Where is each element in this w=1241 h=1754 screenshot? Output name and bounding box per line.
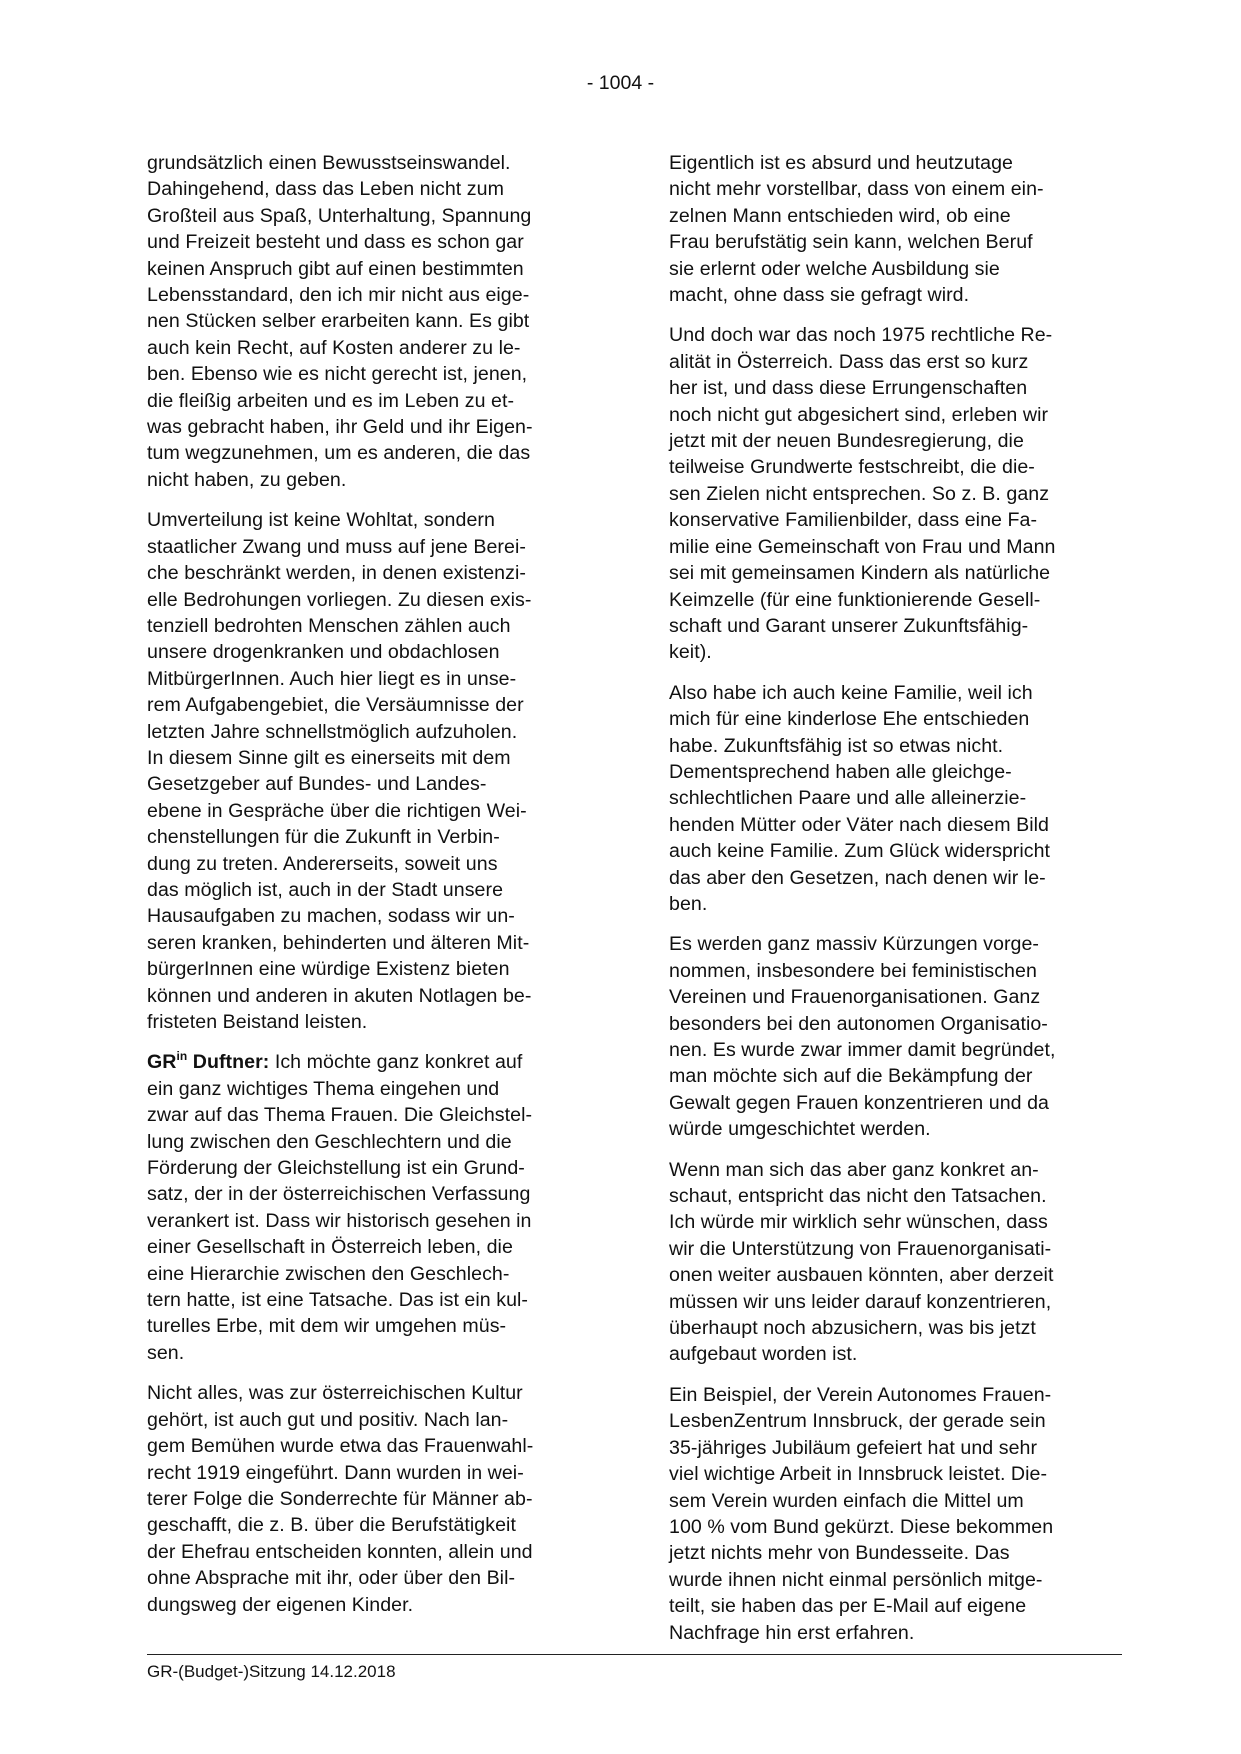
text-line: Gesetzgeber auf Bundes- und Landes- — [147, 773, 487, 796]
speaker-first-line: Ich möchte ganz konkret auf — [269, 1051, 523, 1074]
text-line: Vereinen und Frauenorganisationen. Ganz — [669, 986, 1041, 1009]
text-line: Keimzelle (für eine funktionierende Gesell- — [669, 588, 1041, 611]
text-line: auch keine Familie. Zum Glück widerspricht — [669, 840, 1051, 863]
paragraph — [669, 322, 1129, 665]
text-line: 100 % vom Bund gekürzt. Diese bekommen — [669, 1515, 1054, 1538]
text-line: letzten Jahre schnellstmöglich aufzuholen. — [147, 720, 518, 743]
text-line: 35-jähriges Jubiläum gefeiert hat und sehr — [669, 1436, 1038, 1459]
text-line: schaut, entspricht das nicht den Tatsachen. — [669, 1185, 1047, 1208]
text-line: Gewalt gegen Frauen konzentrieren und da — [669, 1091, 1049, 1114]
text-line: fristeten Beistand leisten. — [147, 1011, 368, 1033]
paragraph — [147, 507, 607, 1035]
paragraph — [147, 1380, 607, 1618]
paragraph — [669, 931, 1129, 1142]
paragraph — [669, 150, 1129, 308]
paragraph — [669, 1157, 1129, 1368]
text-line: eine Hierarchie zwischen den Geschlech- — [147, 1262, 510, 1285]
text-line: keit). — [669, 641, 712, 664]
text-line: jetzt nichts mehr von Bundesseite. Das — [669, 1542, 1010, 1565]
text-line: Also habe ich auch keine Familie, weil ich — [669, 681, 1033, 704]
text-line: jetzt mit der neuen Bundesregierung, die — [669, 430, 1024, 453]
text-line: ohne Absprache mit ihr, oder über den Bil- — [147, 1567, 516, 1590]
text-line: Wenn man sich das aber ganz konkret an- — [669, 1158, 1039, 1181]
text-line: besonders bei den autonomen Organisatio- — [669, 1012, 1048, 1035]
text-line: milie eine Gemeinschaft von Frau und Mann — [669, 535, 1056, 558]
text-line: elle Bedrohungen vorliegen. Zu diesen exis- — [147, 588, 532, 611]
text-line: was gebracht haben, ihr Geld und ihr Eigen- — [147, 416, 533, 439]
text-line: das aber den Gesetzen, nach denen wir le- — [669, 866, 1046, 889]
text-line: ben. — [669, 892, 708, 915]
text-line: sei mit gemeinsamen Kindern als natürliche — [669, 562, 1051, 585]
text-line: würde umgeschichtet werden. — [669, 1118, 931, 1141]
speaker-paragraph-lines — [147, 1076, 607, 1366]
text-line: keinen Anspruch gibt auf einen bestimmten — [147, 257, 524, 280]
text-line — [147, 1049, 607, 1075]
text-line: Eigentlich ist es absurd und heutzutage — [669, 152, 1013, 174]
text-line: terer Folge die Sonderrechte für Männer ab- — [147, 1487, 533, 1510]
text-line: nen. Es wurde zwar immer damit begründet, — [669, 1039, 1056, 1061]
text-line: können und anderen in akuten Notlagen be- — [147, 984, 532, 1007]
text-line: aufgebaut worden ist. — [669, 1343, 858, 1366]
text-line: chenstellungen für die Zukunft in Verbin- — [147, 826, 500, 849]
text-line: Hausaufgaben zu machen, sodass wir un- — [147, 905, 515, 928]
text-line: mich für eine kinderlose Ehe entschieden — [669, 708, 1030, 731]
text-line: LesbenZentrum Innsbruck, der gerade sein — [669, 1410, 1046, 1433]
speaker-label — [147, 1051, 269, 1073]
text-line: MitbürgerInnen. Auch hier liegt es in unse- — [147, 667, 517, 690]
text-line: das möglich ist, auch in der Stadt unsere — [147, 878, 504, 901]
footer-divider — [147, 1654, 1122, 1655]
text-line: gem Bemühen wurde etwa das Frauenwahl- — [147, 1435, 534, 1458]
text-line: konservative Familienbilder, dass eine Fa- — [669, 509, 1038, 532]
text-line: dungsweg der eigenen Kinder. — [147, 1593, 414, 1616]
text-line: viel wichtige Arbeit in Innsbruck leistet. Die- — [669, 1463, 1048, 1486]
text-line: ebene in Gespräche über die richtigen Wei- — [147, 799, 527, 822]
speaker-paragraph — [147, 1049, 607, 1366]
text-line: schlechtlichen Paare und alle alleinerzie- — [669, 787, 1027, 810]
text-line: Es werden ganz massiv Kürzungen vorge- — [669, 933, 1040, 956]
text-line: nicht mehr vorstellbar, dass von einem ein- — [669, 178, 1044, 201]
paragraph — [669, 680, 1129, 918]
text-line: Frau berufstätig sein kann, welchen Beruf — [669, 231, 1033, 254]
text-line: überhaupt noch abzusichern, was bis jetzt — [669, 1317, 1036, 1340]
text-line: rem Aufgabengebiet, die Versäumnisse der — [147, 694, 524, 717]
text-line: grundsätzlich einen Bewusstseinswandel. — [147, 152, 511, 174]
text-line: verankert ist. Dass wir historisch gesehen in — [147, 1209, 532, 1232]
speaker-name: Duftner: — [187, 1051, 270, 1074]
text-line: tenziell bedrohten Menschen zählen auch — [147, 614, 511, 637]
text-line: Ein Beispiel, der Verein Autonomes Frauen- — [669, 1383, 1052, 1406]
text-line: dung zu treten. Andererseits, soweit uns — [147, 852, 498, 875]
text-line: che beschränkt werden, in denen existenzi- — [147, 562, 526, 585]
text-line: Umverteilung ist keine Wohltat, sondern — [147, 509, 495, 532]
paragraph — [669, 1382, 1129, 1646]
left-column — [147, 150, 607, 1632]
speaker-title-suffix: in — [176, 1049, 188, 1064]
text-line: seren kranken, behinderten und älteren Mit- — [147, 931, 530, 954]
page-number: - 1004 - — [586, 72, 655, 94]
text-line: noch nicht gut abgesichert sind, erleben wir — [669, 403, 1049, 426]
text-line: macht, ohne dass sie gefragt wird. — [669, 284, 970, 307]
text-line: henden Mütter oder Väter nach diesem Bild — [669, 813, 1049, 836]
text-line: recht 1919 eingeführt. Dann wurden in wei- — [147, 1461, 524, 1484]
text-line: Dementsprechend haben alle gleichge- — [669, 760, 1012, 783]
text-line: schaft und Garant unserer Zukunftsfähig- — [669, 614, 1029, 637]
text-line: zwar auf das Thema Frauen. Die Gleichstel- — [147, 1104, 533, 1127]
text-line: nen Stücken selber erarbeiten kann. Es gibt — [147, 310, 530, 333]
text-line: gehört, ist auch gut und positiv. Nach lan- — [147, 1408, 509, 1431]
text-line: sen Zielen nicht entsprechen. So z. B. ganz — [669, 482, 1050, 505]
text-line: Nicht alles, was zur österreichischen Kultur — [147, 1382, 523, 1405]
text-line: sem Verein wurden einfach die Mittel um — [669, 1489, 1024, 1512]
paragraph — [147, 150, 607, 493]
text-line: tum wegzunehmen, um es anderen, die das — [147, 442, 531, 465]
text-line: Lebensstandard, den ich mir nicht aus eige- — [147, 284, 530, 307]
text-line: onen weiter ausbauen könnten, aber derzeit — [669, 1264, 1054, 1287]
text-line: lung zwischen den Geschlechtern und die — [147, 1130, 512, 1153]
text-line: einer Gesellschaft in Österreich leben, die — [147, 1236, 513, 1259]
text-line: nommen, insbesondere bei feministischen — [669, 959, 1037, 982]
text-line: wir die Unterstützung von Frauenorganisati- — [669, 1237, 1052, 1260]
text-line: ben. Ebenso wie es nicht gerecht ist, jenen, — [147, 363, 528, 386]
text-line: her ist, und dass diese Errungenschaften — [669, 377, 1028, 400]
text-line: geschafft, die z. B. über die Berufstätigkeit — [147, 1514, 516, 1537]
text-line: Förderung der Gleichstellung ist ein Grund- — [147, 1157, 525, 1180]
text-line: zelnen Mann entschieden wird, ob eine — [669, 204, 1011, 227]
right-column — [669, 150, 1129, 1660]
speaker-title: GR — [147, 1051, 177, 1074]
text-line: Großteil aus Spaß, Unterhaltung, Spannung — [147, 204, 532, 227]
text-line: turelles Erbe, mit dem wir umgehen müs- — [147, 1315, 507, 1338]
text-line: wurde ihnen nicht einmal persönlich mitge- — [669, 1568, 1043, 1591]
text-line: habe. Zukunftsfähig ist so etwas nicht. — [669, 734, 1004, 757]
text-line: bürgerInnen eine würdige Existenz bieten — [147, 958, 510, 981]
text-line: staatlicher Zwang und muss auf jene Berei- — [147, 535, 526, 558]
text-line: teilweise Grundwerte festschreibt, die die- — [669, 456, 1035, 479]
text-line: alität in Österreich. Dass das erst so kurz — [669, 350, 1029, 373]
text-line: Dahingehend, dass das Leben nicht zum — [147, 178, 504, 201]
footer-session-label: GR-(Budget-)Sitzung 14.12.2018 — [147, 1662, 396, 1681]
text-line: teilt, sie haben das per E-Mail auf eigene — [669, 1595, 1027, 1618]
text-line: In diesem Sinne gilt es einerseits mit dem — [147, 746, 511, 769]
text-line: Und doch war das noch 1975 rechtliche Re- — [669, 324, 1053, 347]
text-line: Ich würde mir wirklich sehr wünschen, dass — [669, 1211, 1048, 1234]
text-line: auch kein Recht, auf Kosten anderer zu le- — [147, 336, 521, 359]
text-line: und Freizeit besteht und dass es schon gar — [147, 231, 524, 254]
text-line: die fleißig arbeiten und es im Leben zu et- — [147, 389, 515, 412]
text-line: satz, der in der österreichischen Verfassung — [147, 1183, 531, 1206]
text-line: ein ganz wichtiges Thema eingehen und — [147, 1077, 500, 1100]
text-line: Nachfrage hin erst erfahren. — [669, 1621, 915, 1644]
text-line: tern hatte, ist eine Tatsache. Das ist ein kul- — [147, 1289, 528, 1312]
text-line: der Ehefrau entscheiden konnten, allein und — [147, 1540, 533, 1563]
text-line: nicht haben, zu geben. — [147, 468, 347, 491]
text-line: müssen wir uns leider darauf konzentrieren, — [669, 1290, 1052, 1313]
text-line: sen. — [147, 1341, 185, 1364]
text-line: sie erlernt oder welche Ausbildung sie — [669, 257, 1000, 280]
text-line: unsere drogenkranken und obdachlosen — [147, 641, 500, 664]
text-line: man möchte sich auf die Bekämpfung der — [669, 1065, 1033, 1088]
